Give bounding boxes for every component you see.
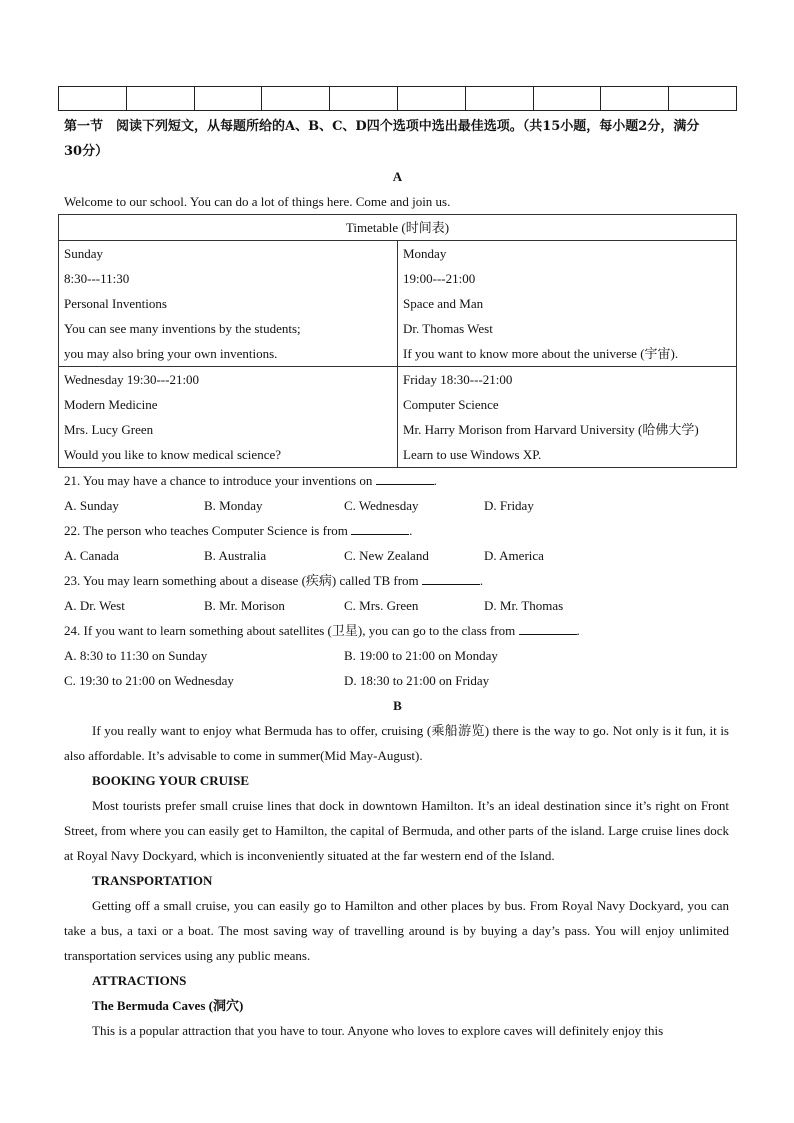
question-end: . [576,623,580,638]
heading-transportation: TRANSPORTATION [92,873,213,888]
option-d[interactable]: D. 18:30 to 21:00 on Friday [344,673,490,688]
question-stem: 24. If you want to learn something about satellites (卫星), you can go to the class from [64,623,516,638]
passage-b-paragraph-3: Getting off a small cruise, you can easily go to Hamilton and other places by bus. From Royal Navy Dockyard, you can take a bus, a taxi or a boat. The most saving way of travelling around is by buying a day’s pass. You will enjoy unlimited transportation services using any public means. [64,898,729,963]
cell-line: Space and Man [403,296,484,311]
passage-b-label: B [393,698,402,713]
section-title-line1: 第一节 阅读下列短文，从每题所给的A、B、C、D四个选项中选出最佳选项。（共15小题，每小题2分，满分 [64,119,700,134]
passage-b-paragraph-4: This is a popular attraction that you have to tour. Anyone who loves to explore caves will definitely enjoy this [92,1023,664,1038]
cell-line: Sunday [64,246,103,261]
question-24 [58,618,737,643]
question-21 [58,468,737,493]
option-c[interactable]: C. New Zealand [344,548,429,563]
cell-line: Personal Inventions [64,296,167,311]
passage-b-paragraph-1: If you really want to enjoy what Bermuda has to offer, cruising (乘船游览) there is the way to go. Not only is it fun, it is also affordable. It’s advisable to come in summer(Mid May-August). [64,723,729,763]
score-cell[interactable] [533,87,601,111]
cell-line: Monday [403,246,447,261]
cell-line: Friday 18:30---21:00 [403,372,513,387]
heading-booking: BOOKING YOUR CRUISE [92,773,249,788]
cell-line: Mrs. Lucy Green [64,422,154,437]
question-end: . [433,473,437,488]
worksheet-page [58,86,737,1043]
cell-line: you may also bring your own inventions. [64,346,278,361]
option-d[interactable]: D. Mr. Thomas [484,598,564,613]
question-24-options-row1 [58,643,737,668]
timetable-cell-monday [398,241,737,367]
cell-line: Computer Science [403,397,499,412]
option-c[interactable]: C. Mrs. Green [344,598,419,613]
passage-a-label: A [392,169,403,184]
heading-bermuda-caves: The Bermuda Caves (洞穴) [92,998,244,1013]
question-stem: 22. The person who teaches Computer Science is from [64,523,348,538]
cell-line: Would you like to know medical science? [64,447,282,462]
option-a[interactable]: A. Canada [64,548,119,563]
option-b[interactable]: B. 19:00 to 21:00 on Monday [344,648,498,663]
option-a[interactable]: A. Dr. West [64,598,125,613]
option-c[interactable]: C. 19:30 to 21:00 on Wednesday [64,673,234,688]
question-stem: 23. You may learn something about a disease (疾病) called TB from [64,573,419,588]
option-b[interactable]: B. Mr. Morison [204,598,285,613]
option-a[interactable]: A. Sunday [64,498,119,513]
question-23-options [58,593,737,618]
score-grid [58,86,737,111]
timetable-cell-wednesday [59,367,398,468]
option-d[interactable]: D. America [484,548,544,563]
cell-line: Modern Medicine [64,397,158,412]
timetable-header: Timetable (时间表) [59,215,737,241]
answer-blank[interactable] [351,520,409,535]
passage-a-intro: Welcome to our school. You can do a lot of things here. Come and join us. [64,194,451,209]
section-title-line2: 30分） [64,144,109,159]
score-cell[interactable] [262,87,330,111]
question-23 [58,568,737,593]
score-cell[interactable] [465,87,533,111]
cell-line: If you want to know more about the universe (宇宙). [403,346,679,361]
score-cell[interactable] [330,87,398,111]
answer-blank[interactable] [519,620,577,635]
cell-line: Learn to use Windows XP. [403,447,542,462]
score-cell[interactable] [669,87,737,111]
answer-blank[interactable] [376,470,434,485]
timetable-cell-sunday [59,241,398,367]
question-22-options [58,543,737,568]
question-24-options-row2 [58,668,737,693]
score-cell[interactable] [59,87,127,111]
cell-line: Wednesday 19:30---21:00 [64,372,200,387]
cell-line: You can see many inventions by the students; [64,321,301,336]
score-cell[interactable] [194,87,262,111]
question-end: . [409,523,413,538]
cell-line: Mr. Harry Morison from Harvard University (哈佛大学) [403,422,699,437]
answer-blank[interactable] [422,570,480,585]
heading-attractions: ATTRACTIONS [92,973,187,988]
question-21-options [58,493,737,518]
option-b[interactable]: B. Monday [204,498,263,513]
passage-b-paragraph-2: Most tourists prefer small cruise lines that dock in downtown Hamilton. It’s an ideal destination since it’s right on Front Street, from where you can easily get to Hamilton, the capital of Bermuda, and other parts of the island. Large cruise lines dock at Royal Navy Dockyard, which is inconveniently situated at the far western end of the Island. [64,798,729,863]
option-c[interactable]: C. Wednesday [344,498,419,513]
question-22 [58,518,737,543]
score-cell[interactable] [126,87,194,111]
section-instructions [58,114,737,164]
timetable [58,214,737,468]
cell-line: 19:00---21:00 [403,271,476,286]
question-end: . [479,573,484,588]
option-b[interactable]: B. Australia [204,548,267,563]
question-stem: 21. You may have a chance to introduce your inventions on [64,473,373,488]
cell-line: Dr. Thomas West [403,321,493,336]
score-cell[interactable] [397,87,465,111]
timetable-cell-friday [398,367,737,468]
score-cell[interactable] [601,87,669,111]
option-d[interactable]: D. Friday [484,498,534,513]
cell-line: 8:30---11:30 [64,271,130,286]
option-a[interactable]: A. 8:30 to 11:30 on Sunday [64,648,208,663]
